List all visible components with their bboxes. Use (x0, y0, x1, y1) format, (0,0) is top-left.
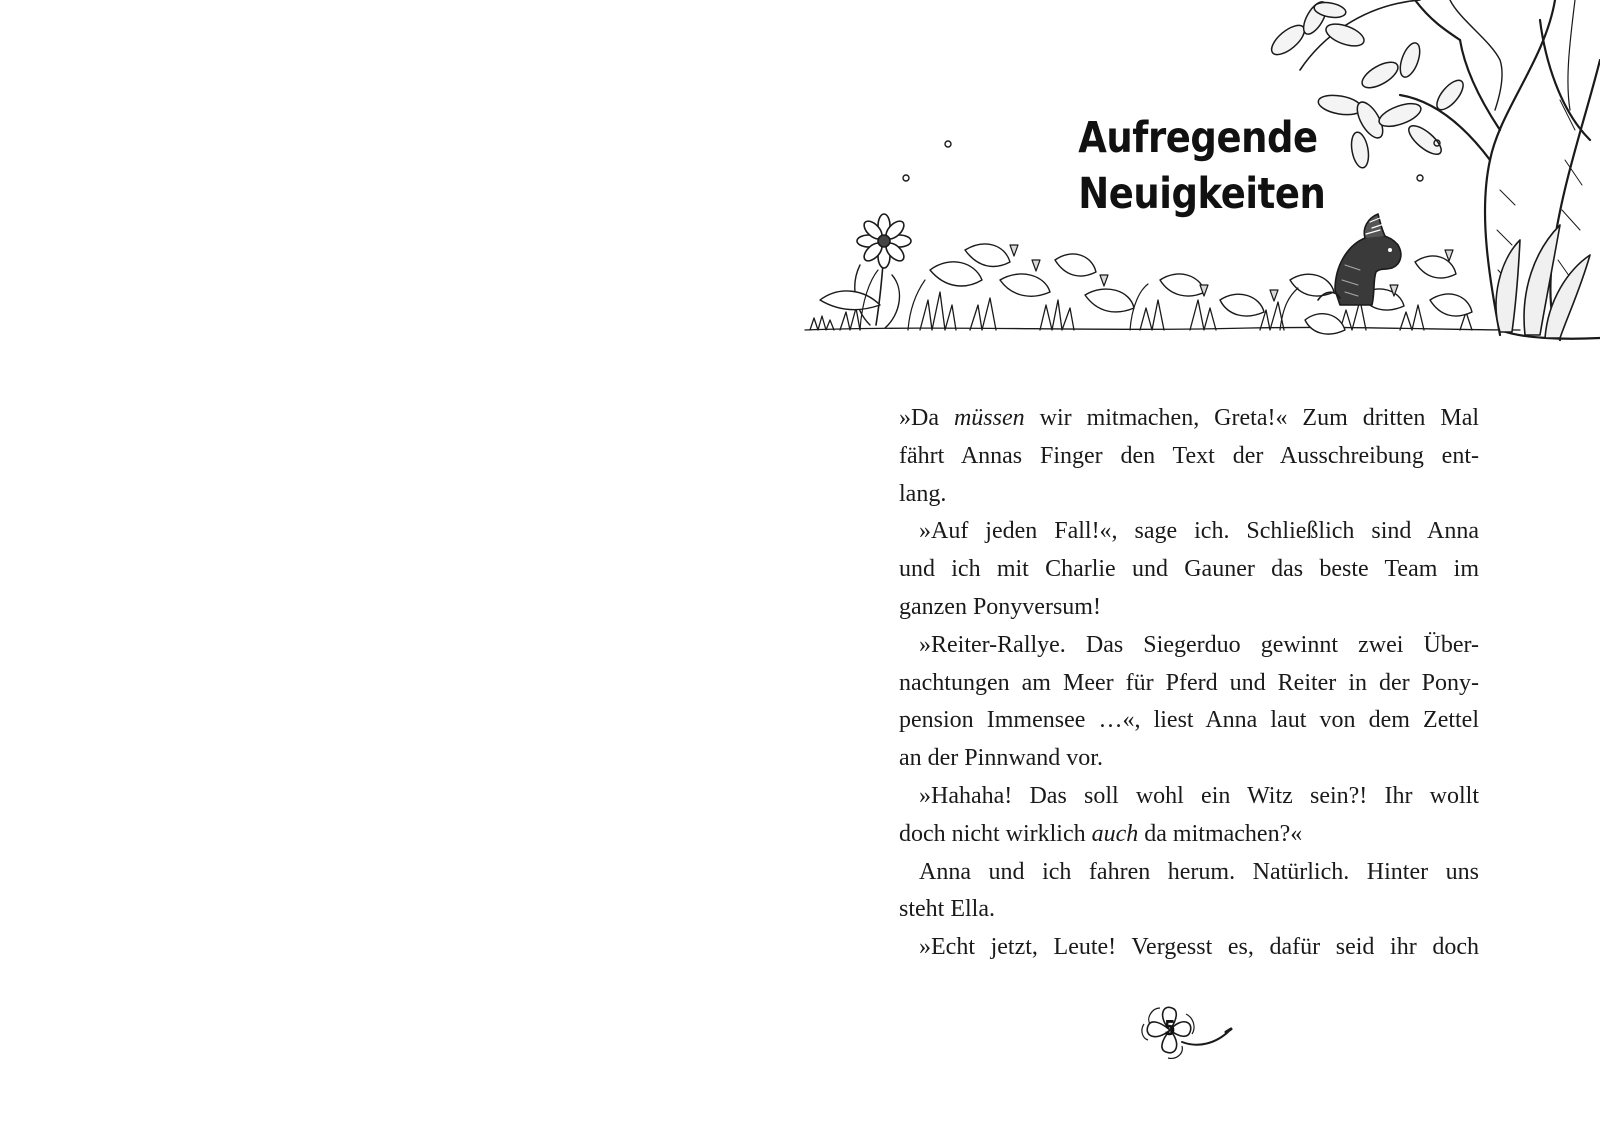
text-line: pension Immensee …«, liest Anna laut von dem Zettel (899, 707, 1479, 734)
meadow-icon (805, 292, 1520, 330)
page-number-badge (1138, 1000, 1238, 1070)
text-line: nachtungen am Meer für Pferd und Reiter in der Pony- (899, 669, 1479, 696)
text-line: »Auf jeden Fall!«, sage ich. Schließlich sind Anna (919, 518, 1479, 545)
text-line: und ich mit Charlie und Gauner das beste Team im (899, 556, 1479, 583)
paragraph-1 (899, 400, 1479, 513)
text-line: »Reiter-Rallye. Das Siegerduo gewinnt zwei Über- (919, 631, 1479, 658)
paragraph-2 (899, 513, 1479, 626)
paragraph-5 (899, 854, 1479, 930)
text-line: lang. (899, 480, 947, 507)
text-line: an der Pinnwand vor. (899, 745, 1103, 772)
page-number: 5 (1164, 1016, 1176, 1040)
text-line: »Da müssen wir mitmachen, Greta!« Zum dritten Mal (899, 405, 1480, 431)
right-page (800, 0, 1600, 1131)
daisy-icon (855, 214, 911, 328)
text-line: steht Ella. (899, 896, 995, 923)
text-line: »Echt jetzt, Leute! Vergesst es, dafür seid ihr doch (919, 934, 1479, 961)
paragraph-4 (899, 778, 1479, 854)
chapter-title (1078, 110, 1326, 222)
body-text (899, 400, 1479, 967)
text-line: fährt Annas Finger den Text der Ausschreibung ent- (899, 442, 1479, 469)
text-line: ganzen Ponyversum! (899, 593, 1101, 620)
text-line: Anna und ich fahren herum. Natürlich. Hinter uns (919, 858, 1479, 885)
chapter-title-line-2: Neuigkeiten (1078, 169, 1326, 219)
chapter-title-line-1: Aufregende (1078, 113, 1318, 163)
paragraph-6 (899, 929, 1479, 967)
paragraph-3 (899, 627, 1479, 778)
text-line: »Hahaha! Das soll wohl ein Witz sein?! Ihr wollt (919, 782, 1479, 809)
text-line: doch nicht wirklich auch da mitmachen?« (899, 820, 1303, 847)
